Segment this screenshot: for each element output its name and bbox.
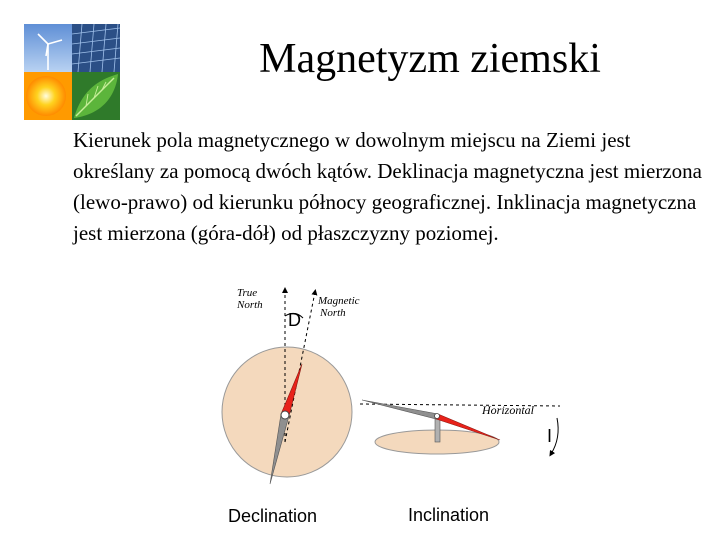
sun-icon (26, 76, 66, 116)
magnetic-north-label-line2: North (320, 307, 346, 319)
compass-pivot (281, 411, 289, 419)
true-north-label-line1: True (237, 287, 258, 299)
dip-needle-gray (362, 400, 438, 419)
inclination-symbol: I (547, 426, 553, 446)
dip-needle-pivot (435, 414, 440, 419)
declination-caption: Declination (228, 506, 318, 526)
slide-title: Magnetyzm ziemski (259, 36, 601, 82)
declination-symbol: D (288, 310, 301, 330)
horizontal-label: Horizontal (482, 403, 535, 417)
inclination-arc (551, 418, 558, 454)
slide-body-text: Kierunek pola magnetycznego w dowolnym miejscu na Ziemi jest określany za pomocą dwóch kątów. Deklinacja magnetyczna jest mierzona (lewo-prawo) od kierunku północy geograficznej. Inklinacja magnetyczna jest mierzona (góra-dół) od płaszczyzny poziomej. (73, 128, 702, 245)
inclination-caption: Inclination (408, 505, 490, 525)
magnetic-north-label-line1: Magnetic (318, 295, 360, 307)
true-north-label-line2: North (237, 299, 263, 311)
declination-inclination-diagram (215, 282, 585, 532)
renewable-energy-logo (24, 24, 120, 120)
